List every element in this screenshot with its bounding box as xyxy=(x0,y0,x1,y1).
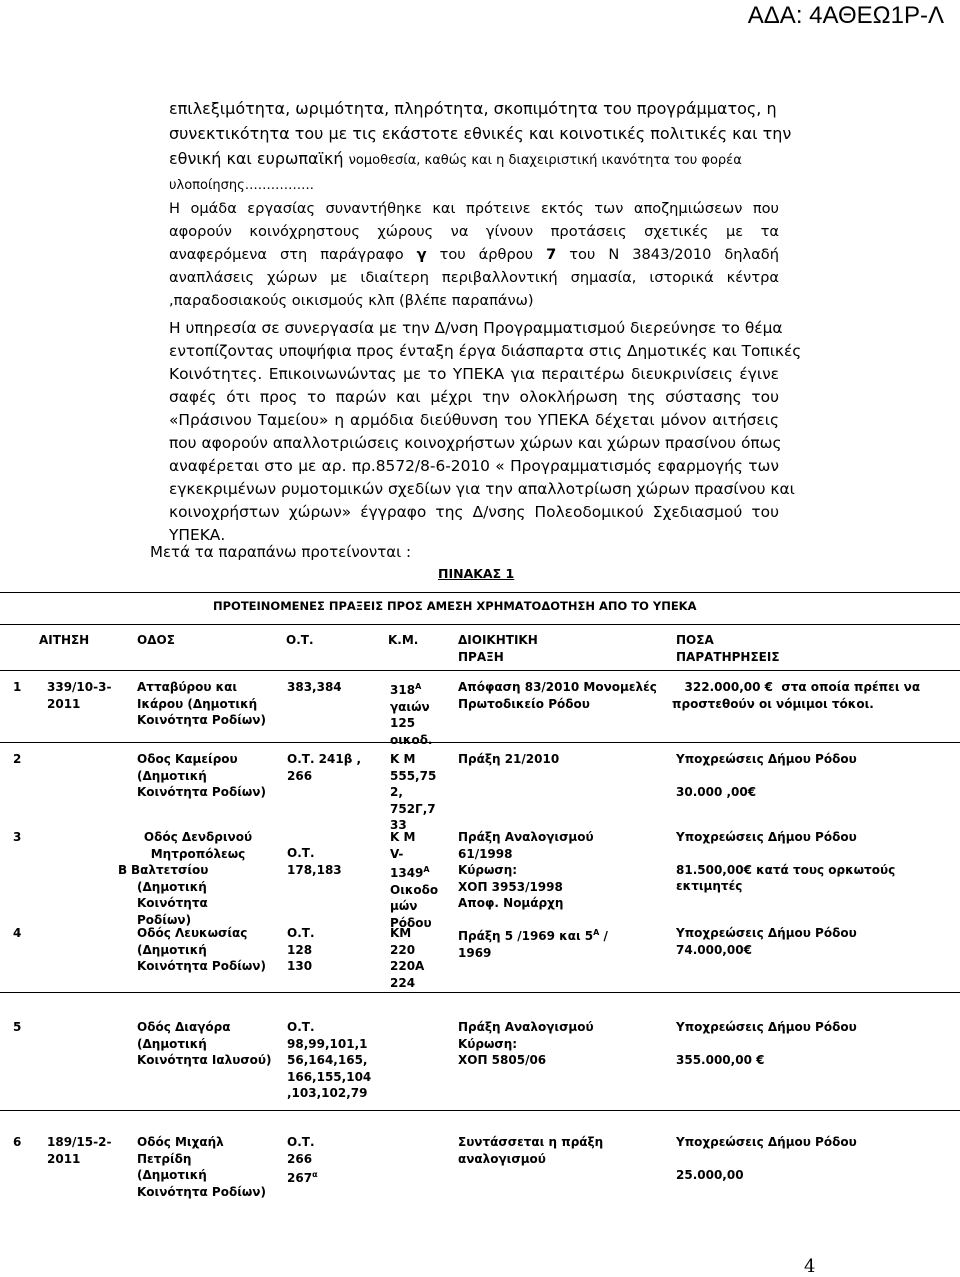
text-line: αναφέρεται στο με αρ. πρ.8572/8-6-2010 « Προγραμματισμός εφαρμογής των xyxy=(169,457,779,475)
paragraph-2 xyxy=(169,197,779,312)
cell-line: Απόφαση 83/2010 Μονομελές xyxy=(458,680,657,694)
text-line: υλοποίησης……………. xyxy=(169,178,314,193)
table-rule xyxy=(0,992,960,993)
cell-text: 267 xyxy=(287,1171,313,1185)
cell-line: Ρόδου xyxy=(390,915,432,930)
header-posa xyxy=(676,632,780,666)
cell-praxi xyxy=(458,1134,603,1167)
row-letter: Β xyxy=(118,863,128,877)
cell-line: Ο.Τ. xyxy=(287,1020,315,1034)
table-title: ΠΙΝΑΚΑΣ 1 xyxy=(438,566,515,581)
cell-line: 266 xyxy=(287,1151,313,1166)
text-line: που αφορούν απαλλοτριώσεις κοινοχρήστων χώρων και χώρων πρασίνου όπως xyxy=(169,434,782,452)
cell-line: Κοινότητα Ροδίων) xyxy=(137,959,266,973)
cell-line: Κ Μ xyxy=(390,830,416,844)
cell-odos xyxy=(137,679,266,729)
cell-line: Οικοδο xyxy=(390,882,439,897)
text-line: Κοινότητες. Επικοινωνώντας με το ΥΠΕΚΑ για περαιτέρω διευκρινίσεις έγινε xyxy=(169,365,779,383)
cell-line: Κοινότητα Ροδίων) xyxy=(137,785,266,799)
text-fragment: του άρθρου xyxy=(439,246,534,263)
text-line xyxy=(169,146,779,173)
cell-line: (Δημοτική xyxy=(137,942,207,957)
cell-text: κατά τους ορκωτούς xyxy=(756,862,896,877)
text-line: σαφές ότι προς το παρών και μέχρι την ολοκλήρωση της σύστασης του xyxy=(169,388,779,406)
table-rule xyxy=(0,624,960,625)
amount: 322.000,00 xyxy=(684,680,761,694)
cell-text: / xyxy=(603,929,608,943)
table-rule xyxy=(0,742,960,743)
cell-line: 61/1998 xyxy=(458,846,513,861)
text-fragment: εθνική και ευρωπαϊκή xyxy=(169,149,344,168)
cell-km xyxy=(390,751,436,834)
cell-line: Ο.Τ. 241β , xyxy=(287,752,362,766)
cell-line: ΧΟΠ 3953/1998 xyxy=(458,879,563,894)
cell-praxi xyxy=(458,1019,594,1069)
cell-line: 128 xyxy=(287,942,313,957)
cell-line: Υποχρεώσεις Δήμου Ρόδου xyxy=(676,926,857,940)
euro-sign: € xyxy=(747,784,757,799)
row-number: 2 xyxy=(13,752,22,766)
cell-line: 56,164,165, xyxy=(287,1053,368,1067)
text-line: «Πράσινου Ταμείου» η αρμόδια διεύθυνση του ΥΠΕΚΑ δέχεται μόνον αιτήσεις xyxy=(169,411,779,429)
cell-posa xyxy=(676,1019,857,1068)
header-line: ΠΟΣΑ xyxy=(676,633,714,647)
cell-praxi xyxy=(458,751,559,768)
row-number: 1 xyxy=(13,680,22,694)
cell-line: 220 xyxy=(390,942,416,957)
euro-sign: € xyxy=(743,942,752,957)
cell-line: ΧΟΠ 5805/06 xyxy=(458,1053,547,1067)
cell-line: Ο.Τ. xyxy=(287,926,315,940)
cell-praxi xyxy=(458,925,608,961)
cell-line: Κύρωση: xyxy=(458,1036,518,1051)
superscript: Α xyxy=(423,865,430,874)
euro-sign: € xyxy=(743,862,752,877)
page-number: 4 xyxy=(804,1256,816,1277)
cell-line: Πράξη Αναλογισμού xyxy=(458,830,594,844)
cell-line xyxy=(390,679,433,699)
text-fragment: 7 xyxy=(546,246,557,263)
amount: 81.500,00 xyxy=(676,862,744,877)
cell-line: 98,99,101,1 xyxy=(287,1036,368,1051)
cell-odos xyxy=(137,1134,266,1200)
text-line: κοινοχρήστων χώρων» έγγραφο της Δ/νσης Πολεοδομικού Σχεδιασμού του xyxy=(169,503,779,521)
cell-line: Συντάσσεται η πράξη xyxy=(458,1135,604,1149)
cell-praxi xyxy=(458,679,657,712)
table-rule xyxy=(0,1110,960,1111)
row-number: 6 xyxy=(13,1135,22,1149)
text-line: εγκεκριμένων ρυμοτομικών σχεδίων για την απαλλοτρίωση χώρων πρασίνου και xyxy=(169,480,795,498)
cell-line: 220Α xyxy=(390,959,425,973)
text-line: εντοπίζοντας υποψήφια προς ένταξη έργα διάσπαρτα στις Δημοτικές και Τοπικές xyxy=(169,342,802,360)
cell-line: Πετρίδη xyxy=(137,1151,192,1166)
cell-posa xyxy=(672,679,920,712)
cell-ot xyxy=(287,845,342,878)
cell-line: 555,75 xyxy=(390,768,437,783)
cell-line: Υποχρεώσεις Δήμου Ρόδου xyxy=(676,752,857,766)
superscript: Α xyxy=(415,682,422,691)
cell-line xyxy=(458,925,608,945)
cell-line: γαιών xyxy=(390,699,430,714)
table-subtitle: ΠΡΟΤΕΙΝΟΜΕΝΕΣ ΠΡΑΞΕΙΣ ΠΡΟΣ ΑΜΕΣΗ ΧΡΗΜΑΤΟΔΟΤΗΣΗ ΑΠΟ ΤΟ ΥΠΕΚΑ xyxy=(213,599,697,613)
cell-line: 266 xyxy=(287,768,313,783)
cell-odos xyxy=(137,751,266,801)
cell-line: V- xyxy=(390,846,404,861)
header-line: ΔΙΟΙΚΗΤΙΚΗ xyxy=(458,633,538,647)
superscript: α xyxy=(312,1170,318,1179)
cell-line: Οδός Μιχαήλ xyxy=(137,1135,224,1149)
cell-ot xyxy=(287,751,361,784)
cell-line: οικοδ. xyxy=(390,732,433,747)
cell-line: Πράξη 21/2010 xyxy=(458,752,560,766)
cell-ot xyxy=(287,1019,371,1102)
cell-praxi xyxy=(458,829,594,912)
cell-line: Υποχρεώσεις Δήμου Ρόδου xyxy=(676,830,857,844)
cell-posa xyxy=(676,751,857,800)
cell-line: Βαλτετσίου xyxy=(131,863,209,877)
cell-line: 33 xyxy=(390,818,407,832)
header-ot: Ο.Τ. xyxy=(286,633,314,647)
cell-odos xyxy=(137,1019,272,1069)
text-line: ΥΠΕΚΑ. xyxy=(169,526,226,544)
text-line: Η ομάδα εργασίας συναντήθηκε και πρότεινε εκτός των αποζημιώσεων που xyxy=(169,200,779,217)
cell-line: Κ Μ xyxy=(390,752,416,766)
cell-line: Οδός Λευκωσίας xyxy=(137,926,248,940)
cell-line: Κοινότητα Ιαλυσού) xyxy=(137,1053,272,1067)
cell-line: Κοινότητα Ροδίων) xyxy=(137,713,266,727)
cell-line xyxy=(672,679,920,696)
cell-line: Οδος Καμείρου xyxy=(137,752,238,766)
cell-line: Κοινότητα Ροδίων) xyxy=(137,1184,266,1199)
cell-odos xyxy=(137,925,266,975)
cell-line: ,103,102,79 xyxy=(287,1086,368,1100)
amount: 355.000,00 xyxy=(676,1052,752,1067)
cell-line: 2011 xyxy=(47,1151,81,1166)
cell-line: Υποχρεώσεις Δήμου Ρόδου xyxy=(676,1135,857,1149)
row-number: 5 xyxy=(13,1020,22,1034)
amount: 30.000 ,00 xyxy=(676,784,748,799)
cell-aitisi xyxy=(47,1134,111,1167)
cell-line: 752Γ,7 xyxy=(390,801,436,816)
cell-posa xyxy=(676,829,895,895)
intro-text: Μετά τα παραπάνω προτείνονται : xyxy=(150,543,412,561)
cell-line: Ο.Τ. xyxy=(287,846,315,860)
cell-line: 2011 xyxy=(47,696,81,711)
cell-line: 130 xyxy=(287,959,313,973)
cell-text: 1349 xyxy=(390,866,424,880)
cell-line: Πρωτοδικείο Ρόδου xyxy=(458,696,590,711)
cell-line xyxy=(676,862,895,879)
paragraph-3 xyxy=(169,317,802,547)
cell-line: (Δημοτική xyxy=(137,768,207,783)
text-line: αφορούν κοινόχρηστους χώρους να γίνουν προτάσεις σχετικές με τα xyxy=(169,223,779,240)
cell-line: Κοινότητα Ροδίων) xyxy=(137,896,208,927)
cell-line: (Δημοτική xyxy=(137,879,207,894)
cell-line: Ικάρου (Δημοτική xyxy=(137,696,258,711)
ada-code: ΑΔΑ: 4ΑΘΕΩ1Ρ-Λ xyxy=(747,2,944,29)
cell-line: 166,155,104 xyxy=(287,1069,372,1084)
row-number: 3 xyxy=(13,830,22,844)
amount: 74.000,00 xyxy=(676,942,744,957)
table-rule xyxy=(0,670,960,671)
header-km: Κ.Μ. xyxy=(388,633,419,647)
cell-line: μών xyxy=(390,899,418,913)
paragraph-1 xyxy=(169,96,792,198)
cell-line xyxy=(676,942,857,959)
cell-line: Μητροπόλεως xyxy=(150,846,246,861)
row-number: 4 xyxy=(13,926,22,940)
cell-line xyxy=(676,1052,857,1069)
cell-text: στα οποία πρέπει να xyxy=(781,680,921,694)
cell-line: Οδός Δενδρινού xyxy=(143,830,253,844)
cell-line xyxy=(287,1167,318,1187)
header-odos: ΟΔΟΣ xyxy=(137,633,175,647)
cell-line: ΚΜ xyxy=(390,926,412,940)
text-fragment: αναφερόμενα στη παράγραφο xyxy=(169,246,404,263)
text-line: ,παραδοσιακούς οικισμούς κλπ (βλέπε παραπάνω) xyxy=(169,292,534,309)
text-line: αναπλάσεις χώρων με ιδιαίτερη περιβαλλοντική σημασία, ιστορικά κέντρα xyxy=(169,269,779,286)
cell-text: 318 xyxy=(390,683,416,697)
header-line: ΠΑΡΑΤΗΡΗΣΕΙΣ xyxy=(676,650,780,664)
cell-line: 2, xyxy=(390,785,403,799)
cell-line: 224 xyxy=(390,975,416,990)
cell-line: 1969 xyxy=(458,945,492,960)
cell-line: Πράξη Αναλογισμού xyxy=(458,1020,594,1034)
cell-line: 339/10-3- xyxy=(47,680,112,694)
cell-ot xyxy=(287,679,342,696)
cell-line: Κύρωση: xyxy=(458,863,518,877)
text-line: επιλεξιμότητα, ωριμότητα, πληρότητα, σκοπιμότητα του προγράμματος, η xyxy=(169,99,777,118)
cell-aitisi xyxy=(47,679,111,712)
text-line: Η υπηρεσία σε συνεργασία με την Δ/νση Προγραμματισμού διερεύνησε το θέμα xyxy=(169,319,783,337)
cell-line: Οδός Διαγόρα xyxy=(137,1020,231,1034)
cell-ot xyxy=(287,925,315,975)
cell-line: Ατταβύρου και xyxy=(137,680,238,694)
cell-line: Υποχρεώσεις Δήμου Ρόδου xyxy=(676,1020,857,1034)
cell-line: 25.000,00 xyxy=(676,1167,744,1182)
euro-sign: € xyxy=(756,1052,765,1067)
cell-text: Πράξη 5 /1969 και 5 xyxy=(458,929,594,943)
cell-posa xyxy=(676,1134,857,1183)
cell-km xyxy=(390,829,438,931)
cell-line xyxy=(676,784,857,801)
cell-km xyxy=(390,679,433,748)
cell-line: (Δημοτική xyxy=(137,1036,207,1051)
text-line xyxy=(169,243,779,266)
table-rule xyxy=(0,592,960,593)
cell-posa xyxy=(676,925,857,958)
cell-line: 383,384 xyxy=(287,680,342,694)
cell-line: (Δημοτική xyxy=(137,1168,207,1182)
header-dioikitiki xyxy=(458,632,538,666)
header-line: ΠΡΑΞΗ xyxy=(458,650,504,664)
cell-line: Αποφ. Νομάρχη xyxy=(458,896,564,910)
text-line: συνεκτικότητα του με τις εκάστοτε εθνικές και κοινοτικές πολιτικές και την xyxy=(169,124,792,143)
cell-line: αναλογισμού xyxy=(458,1151,546,1166)
cell-line: εκτιμητές xyxy=(676,879,743,893)
text-fragment: γ xyxy=(416,246,427,263)
cell-ot xyxy=(287,1134,318,1187)
cell-line: 125 xyxy=(390,716,416,730)
cell-odos xyxy=(131,829,265,928)
cell-line: Ο.Τ. xyxy=(287,1135,315,1149)
cell-line: προστεθούν οι νόμιμοι τόκοι. xyxy=(672,696,874,711)
cell-km xyxy=(390,925,424,991)
header-aitisi: ΑΙΤΗΣΗ xyxy=(39,633,90,647)
euro-sign: € xyxy=(764,680,774,694)
cell-line xyxy=(390,862,438,882)
cell-line: 189/15-2- xyxy=(47,1135,112,1149)
cell-line: 178,183 xyxy=(287,862,342,877)
text-fragment: νομοθεσία, καθώς και η διαχειριστική ικανότητα του φορέα xyxy=(348,153,742,168)
superscript: Α xyxy=(593,928,600,937)
text-fragment: του Ν 3843/2010 δηλαδή xyxy=(569,246,779,263)
